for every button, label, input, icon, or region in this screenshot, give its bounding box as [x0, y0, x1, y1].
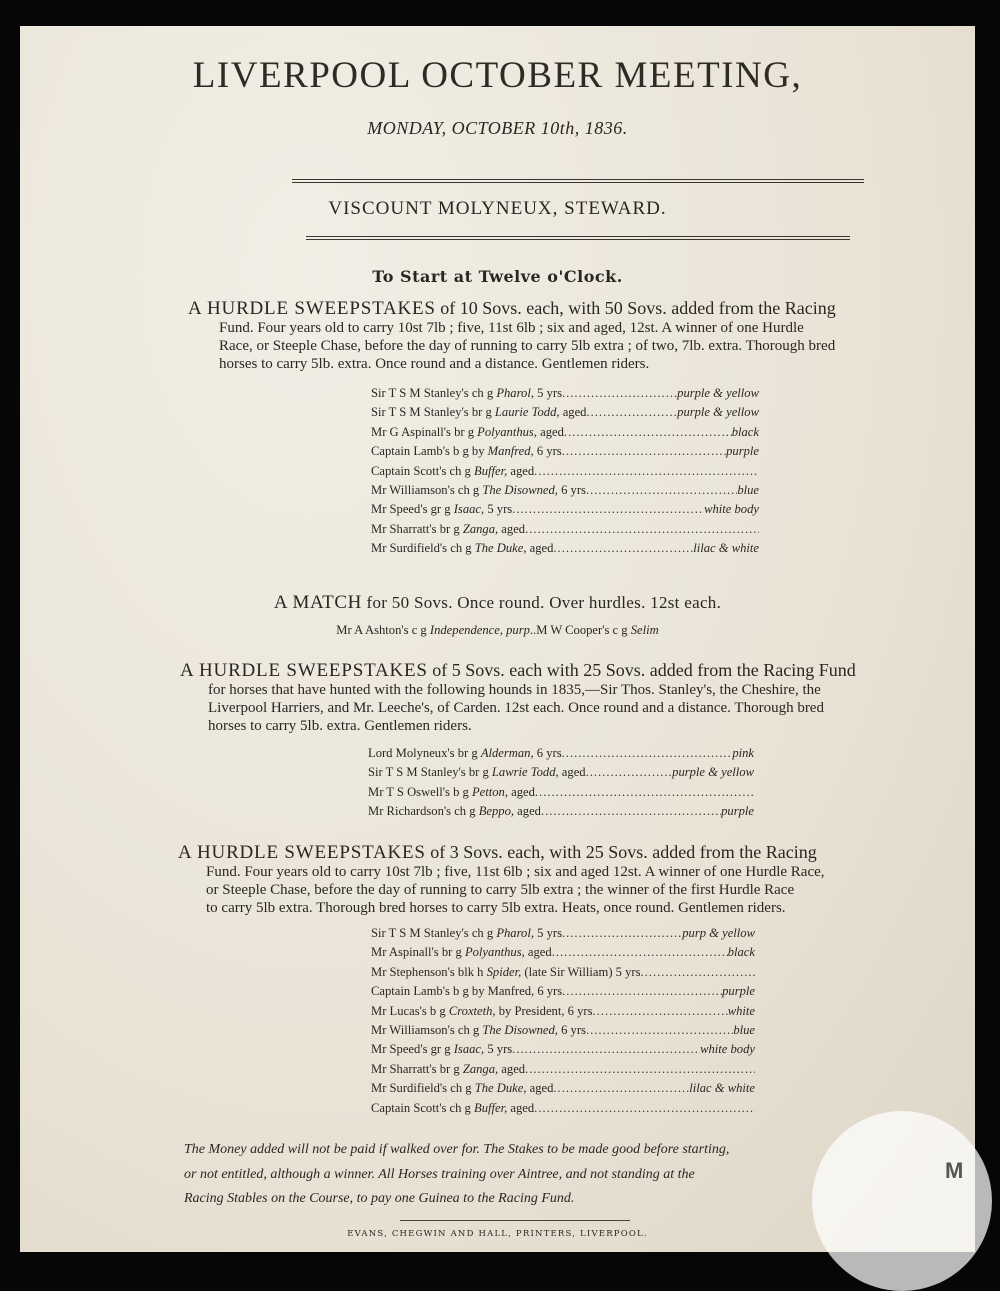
divider-top	[292, 179, 864, 183]
entry-owner: Captain Lamb's b g by Manfred,	[371, 984, 538, 999]
entry-horse: Alderman,	[480, 746, 534, 760]
leader-dots	[512, 500, 704, 519]
race-3-heading-rest: of 3 Sovs. each, with 25 Sovs. added from the Racing	[430, 842, 817, 862]
race-1-heading	[188, 298, 836, 319]
collection-stamp-letter: M	[945, 1158, 964, 1183]
leader-dots	[535, 783, 754, 802]
entry-detail: by President, 6 yrs	[495, 1003, 593, 1018]
entry-horse: Beppo,	[478, 804, 515, 819]
race-3-body-line: or Steeple Chase, before the day of running to carry 5lb extra ; the winner of the first Hurdle Race	[206, 882, 795, 898]
entry-horse: Isaac,	[453, 502, 485, 517]
match-heading	[20, 592, 975, 614]
race-2-heading-name: A HURDLE SWEEPSTAKES	[180, 660, 428, 681]
entry-colours: white body	[700, 1042, 755, 1057]
leader-dots	[586, 403, 677, 422]
entry-owner: Captain Lamb's b g by	[371, 444, 488, 459]
leader-dots	[553, 1079, 689, 1098]
entry-owner: Mr Richardson's ch g	[368, 804, 479, 819]
entry-detail: 6 yrs	[557, 1023, 586, 1038]
entry-colours: blue	[737, 483, 759, 498]
leader-dots	[512, 1040, 700, 1059]
entry-owner: Mr Speed's gr g	[371, 1042, 454, 1057]
race-3-entries	[371, 924, 755, 1118]
race-3-heading-name: A HURDLE SWEEPSTAKES	[178, 842, 426, 863]
entry-horse: The Disowned,	[482, 483, 558, 498]
entry-row	[371, 943, 755, 962]
printers-rule	[400, 1220, 630, 1221]
entry-row	[371, 1079, 755, 1098]
entry-row	[371, 924, 755, 943]
entry-row	[371, 1002, 755, 1021]
race-2-body-line: horses to carry 5lb. extra. Gentlemen riders.	[208, 718, 472, 734]
entry-owner: Mr Speed's gr g	[371, 502, 454, 517]
race-2-heading-rest: of 5 Sovs. each with 25 Sovs. added from the Racing Fund	[432, 660, 856, 680]
entry-row	[371, 442, 759, 461]
race-1-heading-name: A HURDLE SWEEPSTAKES	[188, 298, 436, 319]
race-1-body-line: Fund. Four years old to carry 10st 7lb ; five, 11st 6lb ; six and aged, 12st. A winner of one Hurdle	[219, 320, 804, 336]
entry-owner: Sir T S M Stanley's ch g	[371, 926, 497, 940]
poster-title: LIVERPOOL OCTOBER MEETING,	[192, 55, 803, 96]
race-3-conditions	[178, 842, 825, 917]
leader-dots	[586, 481, 737, 500]
race-1-conditions	[188, 298, 836, 373]
entry-colours: purp & yellow	[682, 926, 755, 940]
match-entry	[20, 623, 975, 638]
entry-owner: Lord Molyneux's br g	[368, 746, 481, 760]
entry-owner: Mr Lucas's b g	[371, 1003, 449, 1018]
general-conditions	[184, 1138, 729, 1212]
entry-detail: aged	[498, 521, 526, 536]
condition-line: The Money added will not be paid if walked over for. The Stakes to be made good before starting,	[184, 1142, 730, 1157]
race-1-heading-rest: of 10 Sovs. each, with 50 Sovs. added from the Racing	[440, 298, 836, 318]
entry-horse: The Duke,	[474, 541, 527, 556]
entry-colours: purple	[726, 444, 759, 459]
leader-dots	[562, 924, 682, 943]
entry-owner: Sir T S M Stanley's br g	[368, 765, 492, 780]
entry-detail: aged	[507, 463, 535, 478]
leader-dots	[553, 539, 693, 558]
leader-dots	[641, 963, 756, 982]
entry-detail: aged	[498, 1061, 526, 1076]
steward-line: VISCOUNT MOLYNEUX, STEWARD.	[328, 198, 667, 219]
entry-owner: Mr Surdifield's ch g	[371, 541, 475, 556]
entry-detail: 6 yrs	[533, 746, 562, 760]
entry-detail: aged	[507, 1100, 535, 1115]
entry-colours: purple & yellow	[677, 405, 759, 420]
entry-row	[371, 963, 755, 982]
entry-horse: Buffer,	[474, 1100, 508, 1115]
entry-row	[368, 744, 754, 763]
entry-row	[371, 982, 755, 1001]
entry-owner: Mr Stephenson's blk h	[371, 964, 487, 979]
entry-owner: Sir T S M Stanley's ch g	[371, 386, 497, 400]
leader-dots	[564, 423, 732, 442]
divider-bottom	[306, 236, 850, 240]
entry-colours: purple	[721, 804, 754, 819]
condition-line: or not entitled, although a winner. All Horses training over Aintree, and not standing at the	[184, 1166, 695, 1182]
race-3-heading	[178, 842, 825, 863]
entry-row	[371, 462, 759, 481]
entry-detail: aged	[526, 1081, 554, 1096]
entry-row	[371, 384, 759, 403]
condition-line: Racing Stables on the Course, to pay one Guinea to the Racing Fund.	[184, 1191, 575, 1206]
match-horse-a: Independence, purp	[429, 623, 530, 637]
race-1-body-line: horses to carry 5lb. extra. Once round and a distance. Gentlemen riders.	[219, 356, 650, 372]
entry-detail: 6 yrs	[557, 483, 586, 498]
entry-colours: white	[727, 1003, 755, 1018]
entry-horse: The Disowned,	[482, 1023, 558, 1038]
entry-horse: Laurie Todd,	[494, 405, 560, 420]
entry-detail: 6 yrs	[537, 984, 563, 999]
match-heading-rest: for 50 Sovs. Once round. Over hurdles. 12st each.	[361, 593, 722, 612]
entry-horse: Croxteth,	[448, 1003, 496, 1018]
entry-horse: Lawrie Todd,	[491, 765, 559, 780]
entry-owner: Mr Surdifield's ch g	[371, 1081, 475, 1096]
entry-row	[371, 500, 759, 519]
entry-owner: Sir T S M Stanley's br g	[371, 405, 495, 420]
entry-detail: 5 yrs	[484, 1042, 513, 1057]
leader-dots	[541, 802, 721, 821]
race-2-body-line: for horses that have hunted with the following hounds in 1835,—Sir Thos. Stanley's, the Cheshire, the	[208, 682, 821, 698]
leader-dots	[525, 1060, 755, 1079]
entry-detail: 5 yrs	[484, 502, 513, 517]
meeting-date: MONDAY, OCTOBER 10th, 1836.	[367, 118, 628, 138]
entry-row	[368, 783, 754, 802]
entry-owner: Mr Sharratt's br g	[371, 1061, 463, 1076]
entry-horse: Zanga,	[462, 1061, 499, 1076]
entry-horse: Isaac,	[453, 1042, 485, 1057]
leader-dots	[525, 520, 759, 539]
entry-detail: aged	[508, 784, 535, 799]
entry-owner: Captain Scott's ch g	[371, 463, 475, 478]
entry-horse: The Duke,	[474, 1081, 527, 1096]
race-2-heading	[180, 660, 856, 681]
collection-stamp	[812, 1111, 992, 1291]
entry-detail: aged	[558, 765, 586, 780]
leader-dots	[552, 943, 728, 962]
entry-owner: Mr Aspinall's br g	[371, 945, 465, 960]
entry-horse: Spider,	[486, 964, 522, 979]
entry-horse: Petton,	[471, 784, 508, 799]
match-horse-b: Selim	[630, 623, 659, 637]
entry-detail: aged	[537, 424, 564, 439]
entry-detail: (late Sir William) 5 yrs	[521, 964, 641, 979]
entry-detail: aged	[524, 945, 552, 960]
entry-detail: aged	[514, 804, 541, 819]
entry-owner: Mr Williamson's ch g	[371, 483, 483, 498]
entry-detail: aged	[526, 541, 554, 556]
entry-row	[371, 1021, 755, 1040]
entry-owner: Mr G Aspinall's br g	[371, 424, 478, 439]
race-1-entries	[371, 384, 759, 559]
printers-imprint: EVANS, CHEGWIN AND HALL, PRINTERS, LIVERPOOL.	[347, 1229, 648, 1239]
race-1-body-line: Race, or Steeple Chase, before the day of running to carry 5lb extra ; of two, 7lb. extra. Thorough bred	[219, 338, 836, 354]
leader-dots	[562, 442, 726, 461]
entry-horse: Polyanthus,	[464, 945, 525, 960]
entry-colours: pink	[732, 746, 754, 760]
entry-horse: Buffer,	[474, 463, 508, 478]
entry-colours: lilac & white	[689, 1081, 755, 1096]
entry-horse: Zanga,	[462, 521, 499, 536]
entry-row	[371, 423, 759, 442]
leader-dots	[534, 1099, 755, 1118]
entry-colours: lilac & white	[693, 541, 759, 556]
poster-sheet	[20, 26, 975, 1252]
entry-owner: Mr Sharratt's br g	[371, 521, 463, 536]
entry-horse: Manfred,	[487, 444, 534, 459]
start-time: To Start at Twelve o'Clock.	[372, 267, 623, 286]
race-1-body	[188, 319, 836, 373]
race-3-body-line: Fund. Four years old to carry 10st 7lb ; five, 11st 6lb ; six and aged 12st. A winner of one Hurdle Race,	[206, 864, 825, 880]
entry-row	[371, 481, 759, 500]
entry-row	[371, 1099, 755, 1118]
entry-horse: Polyanthus,	[477, 424, 537, 439]
entry-row	[371, 520, 759, 539]
race-2-body	[180, 681, 856, 735]
entry-detail: aged	[559, 405, 587, 420]
leader-dots	[562, 384, 677, 403]
entry-horse: Pharol,	[496, 386, 534, 400]
leader-dots	[534, 462, 759, 481]
entry-horse: Pharol,	[496, 926, 534, 940]
entry-colours: purple & yellow	[677, 386, 759, 400]
leader-dots	[586, 763, 673, 782]
race-2-conditions	[180, 660, 856, 735]
leader-dots	[562, 982, 722, 1001]
match-owner-a: Mr A Ashton's c g	[336, 623, 430, 637]
race-3-body-line: to carry 5lb extra. Thorough bred horses to carry 5lb extra. Heats, once round. Gentlemen riders.	[206, 900, 786, 916]
entry-owner: Mr Williamson's ch g	[371, 1023, 483, 1038]
match-owner-b: ..M W Cooper's c g	[529, 623, 631, 637]
entry-row	[368, 802, 754, 821]
race-3-body	[178, 863, 825, 917]
leader-dots	[562, 744, 733, 763]
match-heading-name: A MATCH	[273, 592, 362, 613]
entry-colours: black	[731, 424, 759, 439]
race-2-body-line: Liverpool Harriers, and Mr. Leeche's, of Carden. 12st each. Once round and a distance. Thorough bred	[208, 700, 824, 716]
race-2-entries	[368, 744, 754, 822]
entry-colours: black	[727, 945, 755, 960]
entry-colours: purple & yellow	[672, 765, 754, 780]
entry-colours: blue	[733, 1023, 755, 1038]
entry-detail: 5 yrs	[533, 386, 562, 400]
entry-row	[371, 1040, 755, 1059]
entry-row	[368, 763, 754, 782]
entry-detail: 5 yrs	[533, 926, 562, 940]
entry-detail: 6 yrs	[533, 444, 562, 459]
leader-dots	[593, 1002, 728, 1021]
entry-owner: Mr T S Oswell's b g	[368, 784, 472, 799]
entry-owner: Captain Scott's ch g	[371, 1100, 475, 1115]
entry-row	[371, 403, 759, 422]
entry-row	[371, 539, 759, 558]
entry-row	[371, 1060, 755, 1079]
entry-colours: purple	[722, 984, 755, 999]
leader-dots	[586, 1021, 733, 1040]
entry-colours: white body	[704, 502, 759, 517]
